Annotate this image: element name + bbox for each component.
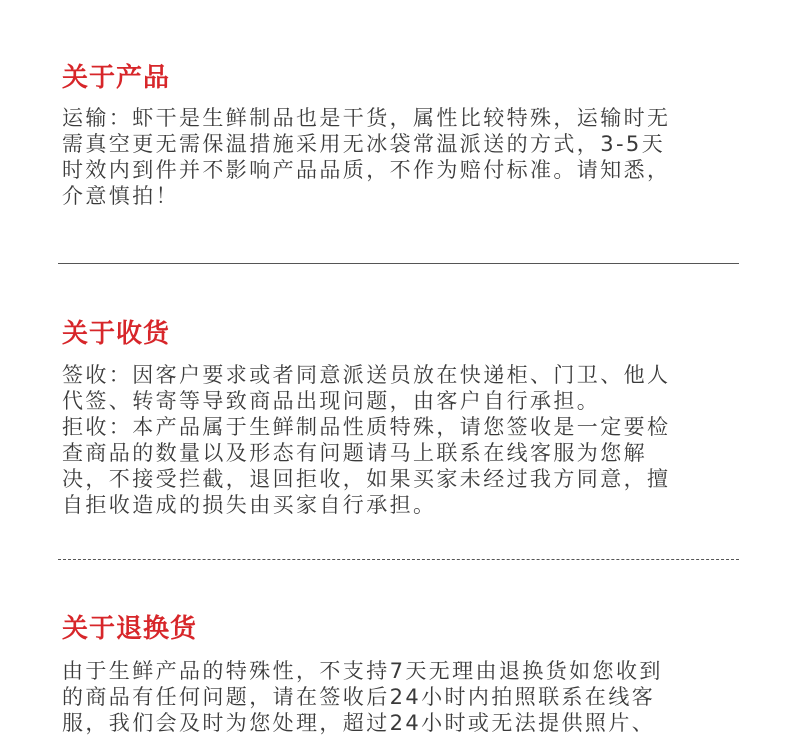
text-line: 介意慎拍！ (62, 184, 179, 208)
section-body-receiving (62, 362, 734, 518)
section-title-returns: 关于退换货 (62, 614, 198, 644)
text-line: 拒收：本产品属于生鲜制品性质特殊，请您签收是一定要检 (62, 415, 671, 439)
section-body-returns (62, 658, 734, 736)
section-divider-dashed (58, 559, 739, 560)
text-line: 自拒收造成的损失由买家自行承担。 (62, 493, 437, 517)
text-line: 需真空更无需保温措施采用无冰袋常温派送的方式，3-5天 (62, 132, 666, 156)
section-title-product: 关于产品 (62, 63, 171, 93)
text-line: 时效内到件并不影响产品品质，不作为赔付标准。请知悉， (62, 158, 671, 182)
section-body-product (62, 105, 734, 209)
text-line: 查商品的数量以及形态有问题请马上联系在线客服为您解 (62, 441, 647, 465)
text-line: 代签、转寄等导致商品出现问题，由客户自行承担。 (62, 389, 601, 413)
text-line: 由于生鲜产品的特殊性，不支持7天无理由退换货如您收到 (62, 659, 663, 683)
text-line: 签收：因客户要求或者同意派送员放在快递柜、门卫、他人 (62, 363, 671, 387)
text-line: 服，我们会及时为您处理，超过24小时或无法提供照片、 (62, 711, 656, 735)
text-line: 决，不接受拦截，退回拒收，如果买家未经过我方同意，擅 (62, 467, 671, 491)
text-line: 运输：虾干是生鲜制品也是干货，属性比较特殊，运输时无 (62, 106, 671, 130)
section-title-receiving: 关于收货 (62, 319, 171, 349)
section-divider (58, 263, 739, 264)
text-line: 的商品有任何问题，请在签收后24小时内拍照联系在线客 (62, 685, 656, 709)
